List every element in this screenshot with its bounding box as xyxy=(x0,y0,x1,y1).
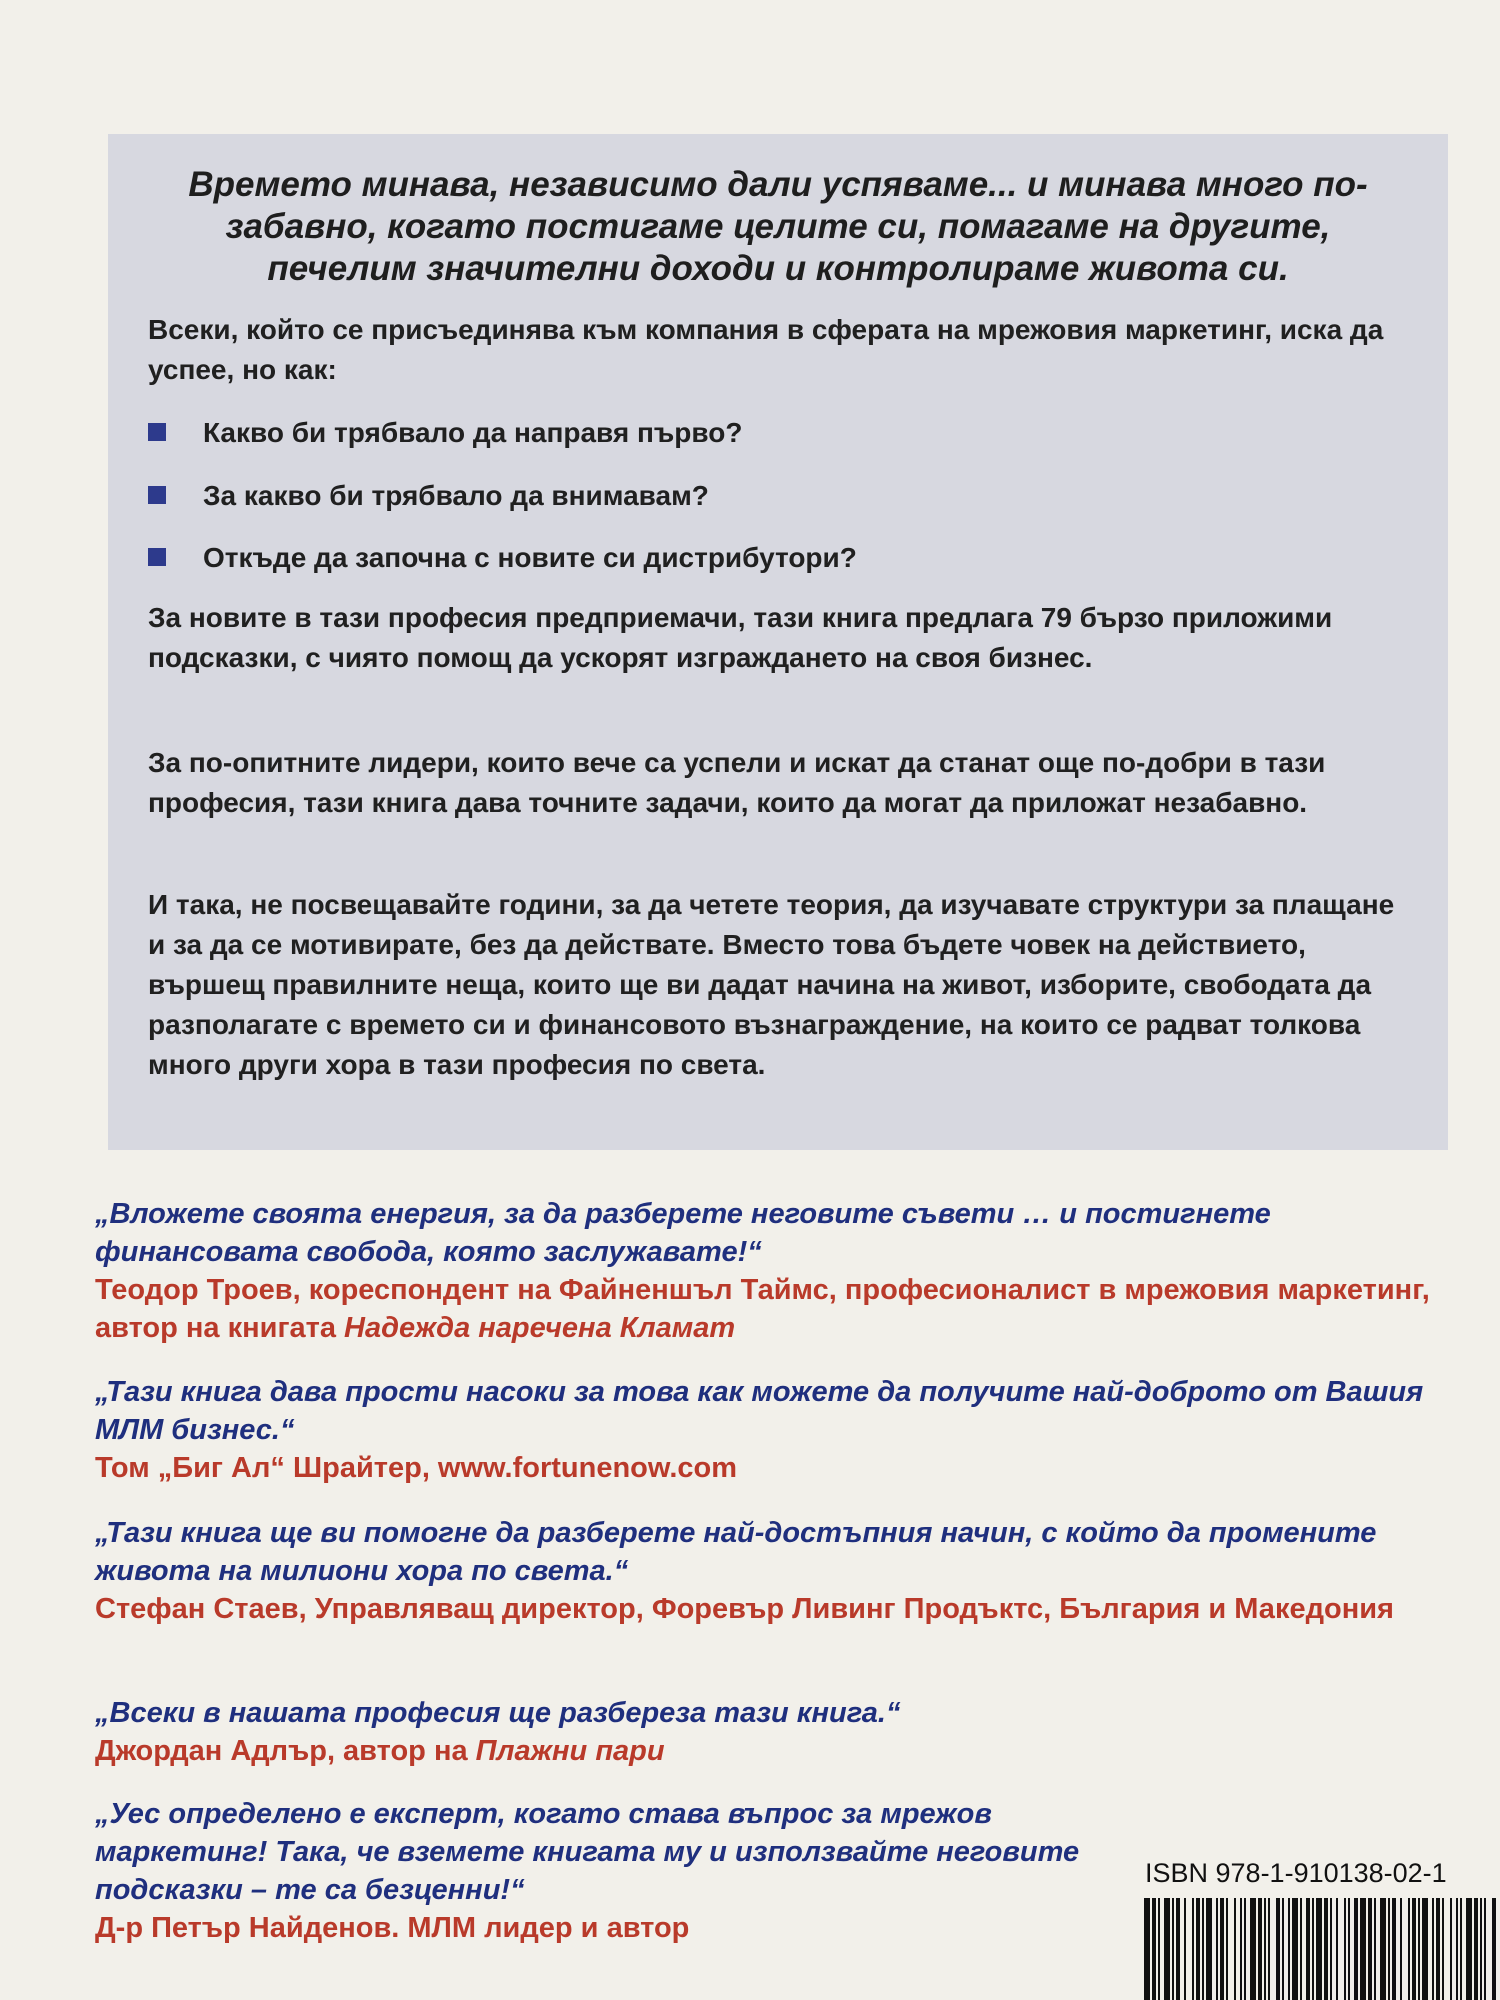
barcode-bar xyxy=(1368,1898,1372,2000)
barcode-bar xyxy=(1264,1898,1266,2000)
barcode-bar xyxy=(1442,1898,1444,2000)
barcode-bar xyxy=(1450,1898,1452,2000)
book-title: Надежда наречена Кламат xyxy=(344,1312,736,1344)
testimonial-quote: „Уес определено е експерт, когато става въпрос за мрежов маркетинг! Така, че вземете книгата му и използвайте неговите подсказки – те са безценни!“ xyxy=(95,1798,1080,1906)
barcode-bar xyxy=(1306,1898,1310,2000)
barcode-bar xyxy=(1456,1898,1458,2000)
barcode-bar xyxy=(1380,1898,1386,2000)
paragraph-new-entrepreneurs: За новите в тази професия предприемачи, тази книга предлага 79 бързо приложими подсказки, с чиято помощ да ускорят изграждането на своя бизнес. xyxy=(148,602,1333,673)
barcode-bar xyxy=(1348,1898,1350,2000)
barcode-bar xyxy=(1336,1898,1338,2000)
barcode-bar xyxy=(1436,1898,1440,2000)
barcode-bar xyxy=(1312,1898,1314,2000)
barcode-bar xyxy=(1492,1898,1496,2000)
testimonial-quote: „Вложете своята енергия, за да разберете неговите съвети … и постигнете финансовата свобода, която заслужавате!“ xyxy=(95,1198,1271,1268)
barcode-bar xyxy=(1202,1898,1204,2000)
square-bullet-icon xyxy=(148,548,166,566)
barcode-bar xyxy=(1392,1898,1396,2000)
barcode-bar xyxy=(1316,1898,1322,2000)
barcode-bar xyxy=(1144,1898,1150,2000)
barcode-bar xyxy=(1460,1898,1462,2000)
square-bullet-icon xyxy=(148,423,166,441)
barcode-bar xyxy=(1354,1898,1358,2000)
barcode-bar xyxy=(1300,1898,1302,2000)
barcode-bar xyxy=(1196,1898,1200,2000)
barcode-bar xyxy=(1474,1898,1478,2000)
bullet-text: Какво би трябвало да направя първо? xyxy=(203,417,743,448)
barcode-bar xyxy=(1216,1898,1218,2000)
barcode-bar xyxy=(1240,1898,1242,2000)
barcode-bar xyxy=(1418,1898,1420,2000)
barcode-bar xyxy=(1412,1898,1416,2000)
testimonial-author: Д-р Петър Найденов. МЛМ лидер и автор xyxy=(95,1912,690,1944)
barcode-bar xyxy=(1288,1898,1290,2000)
author-text: Теодор Троев, кореспондент на Файненшъл Таймс, професионалист в мрежовия маркетинг, автор на книгата xyxy=(95,1274,1430,1344)
barcode-icon xyxy=(1140,1898,1500,2000)
barcode-bar xyxy=(1258,1898,1262,2000)
testimonial-quote: „Тази книга ще ви помогне да разберете най-достъпния начин, с който да промените живота на милиони хора по света.“ xyxy=(95,1517,1377,1587)
barcode-bar xyxy=(1268,1898,1270,2000)
book-title: Плажни пари xyxy=(475,1735,665,1767)
barcode-bar xyxy=(1184,1898,1186,2000)
barcode-bar xyxy=(1408,1898,1410,2000)
square-bullet-icon xyxy=(148,486,166,504)
barcode-bar xyxy=(1484,1898,1486,2000)
barcode-bar xyxy=(1176,1898,1180,2000)
barcode-bar xyxy=(1152,1898,1156,2000)
barcode-bar xyxy=(1250,1898,1256,2000)
bullet-text: За какво би трябвало да внимавам? xyxy=(203,480,709,511)
barcode-bar xyxy=(1220,1898,1224,2000)
testimonial-author: Стефан Стаев, Управляващ директор, Форевър Ливинг Продъктс, България и Македония xyxy=(95,1593,1394,1625)
barcode-bar xyxy=(1466,1898,1472,2000)
testimonial-author xyxy=(95,1732,1455,1770)
barcode-bar xyxy=(1276,1898,1280,2000)
barcode-bar xyxy=(1374,1898,1376,2000)
barcode-bar xyxy=(1244,1898,1246,2000)
barcode-bar xyxy=(1282,1898,1284,2000)
testimonial-author xyxy=(95,1271,1455,1347)
isbn-text: ISBN 978-1-910138-02-1 xyxy=(1145,1858,1447,1888)
barcode-bar xyxy=(1344,1898,1346,2000)
barcode-bar xyxy=(1192,1898,1194,2000)
bullet-text: Откъде да започна с новите си дистрибутори? xyxy=(203,542,857,573)
lead-text: Времето минава, независимо дали успяваме... и минава много по-забавно, когато постигаме целите си, помагаме на другите, печелим значителни доходи и контролираме живота си. xyxy=(188,165,1368,288)
testimonial-author: Том „Биг Ал“ Шрайтер, www.fortunenow.com xyxy=(95,1452,738,1484)
barcode-bar xyxy=(1330,1898,1332,2000)
barcode-bar xyxy=(1234,1898,1236,2000)
barcode-bar xyxy=(1324,1898,1328,2000)
barcode-bar xyxy=(1292,1898,1298,2000)
barcode-bar xyxy=(1388,1898,1390,2000)
testimonial-quote: „Всеки в нашата професия ще разбереза тази книга.“ xyxy=(95,1697,901,1729)
barcode-bar xyxy=(1360,1898,1366,2000)
question-intro: Всеки, който се присъединява към компания в сферата на мрежовия маркетинг, иска да успее, но как: xyxy=(148,314,1384,385)
barcode-bar xyxy=(1400,1898,1402,2000)
barcode-bar xyxy=(1422,1898,1428,2000)
author-text: Джордан Адлър, автор на xyxy=(95,1735,468,1767)
testimonial-quote: „Тази книга дава прости насоки за това как можете да получите най-доброто от Вашия МЛМ бизнес.“ xyxy=(95,1376,1424,1446)
paragraph-closing: И така, не посвещавайте години, за да четете теория, да изучавате структури за плащане и за да се мотивирате, без да действате. Вместо това бъдете човек на действието, вършещ правилните неща, които ще ви дадат начина на живот, изборите, свободата да разполагате с времето си и финансовото възнаграждение, на които се радват толкова много други хора в тази професия по света. xyxy=(148,889,1395,1080)
barcode-bar xyxy=(1172,1898,1174,2000)
barcode-bar xyxy=(1164,1898,1170,2000)
barcode-bar xyxy=(1158,1898,1160,2000)
barcode-bar xyxy=(1206,1898,1212,2000)
paragraph-experienced-leaders: За по-опитните лидери, които вече са успели и искат да станат още по-добри в тази професия, тази книга дава точните задачи, които да могат да приложат незабавно. xyxy=(148,747,1326,818)
barcode-bar xyxy=(1432,1898,1434,2000)
barcode-bar xyxy=(1480,1898,1482,2000)
barcode-bar xyxy=(1226,1898,1228,2000)
